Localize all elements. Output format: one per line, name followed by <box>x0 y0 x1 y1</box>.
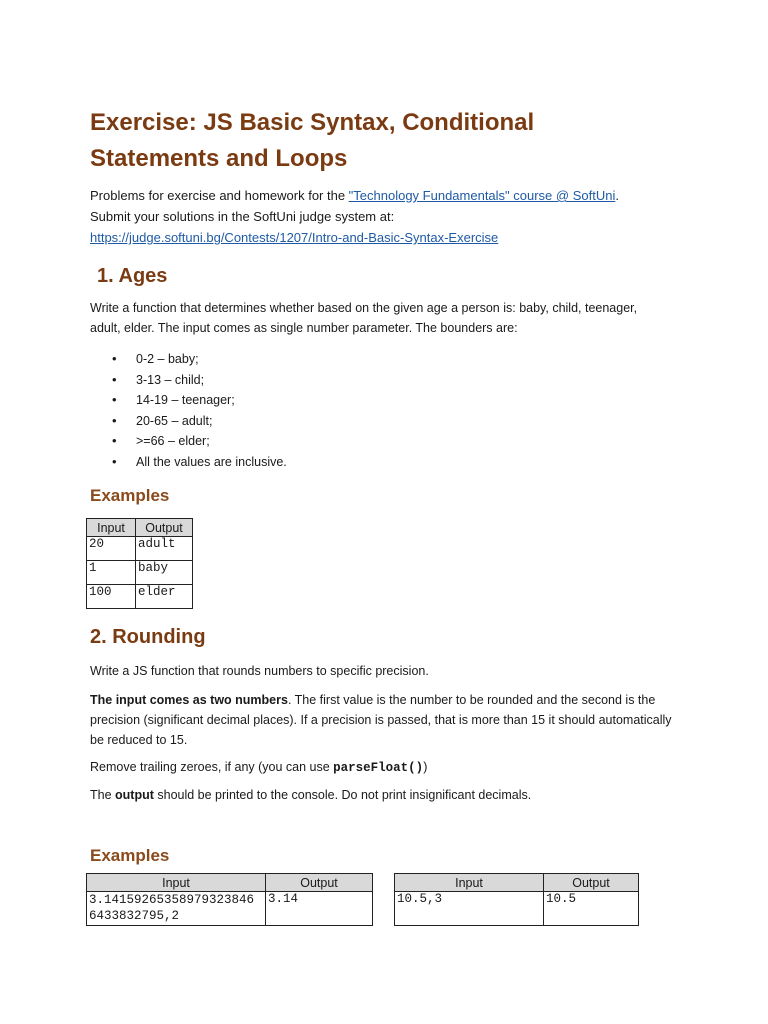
table-cell: 20 <box>87 537 136 561</box>
table-cell <box>87 892 266 926</box>
intro-suffix: . <box>615 188 619 203</box>
rounding-p4-bold: output <box>115 788 154 802</box>
input-line: 6433832795,2 <box>89 909 180 923</box>
rounding-p3-suffix: ) <box>423 760 428 774</box>
rounding-examples-heading: Examples <box>90 846 170 865</box>
rounding-p3-prefix: Remove trailing zeroes, if any (you can use <box>90 760 334 774</box>
list-item: • 14-19 – teenager; <box>90 390 690 411</box>
table-cell: baby <box>136 561 193 585</box>
list-item: • 20-65 – adult; <box>90 411 690 432</box>
rounding-examples-table-1 <box>86 873 373 926</box>
table-cell: 100 <box>87 585 136 609</box>
table-row <box>87 585 193 609</box>
list-item: • 0-2 – baby; <box>90 349 690 370</box>
column-header: Output <box>266 874 373 892</box>
ages-examples-heading: Examples <box>90 486 170 505</box>
table-row <box>87 561 193 585</box>
document-page <box>90 105 690 868</box>
rounding-p4-rest: should be printed to the console. Do not print insignificant decimals. <box>153 788 532 802</box>
rounding-p4 <box>90 785 690 806</box>
table-row <box>87 892 373 926</box>
rounding-p3 <box>90 757 690 779</box>
rounding-p2 <box>90 690 675 750</box>
rounding-heading: 2. Rounding <box>90 626 206 648</box>
parsefloat-code: parseFloat() <box>333 761 424 775</box>
submit-text: Submit your solutions in the SoftUni judge system at: <box>90 209 395 224</box>
column-header: Input <box>87 874 266 892</box>
ages-examples-table <box>86 518 193 609</box>
page-title: Exercise: JS Basic Syntax, Conditional Statements and Loops <box>90 109 535 172</box>
table-header-row <box>395 874 639 892</box>
rounding-p2-bold: The input comes as two numbers <box>90 693 288 707</box>
table-cell: 10.5 <box>544 892 639 926</box>
table-cell: adult <box>136 537 193 561</box>
course-link[interactable]: "Technology Fundamentals" course @ SoftUni <box>348 188 616 203</box>
table-cell: 10.5,3 <box>395 892 544 926</box>
table-header-row <box>87 874 373 892</box>
intro-line <box>90 185 690 206</box>
rounding-p4-prefix: The <box>90 788 116 802</box>
table-header-row <box>87 519 193 537</box>
list-item: • All the values are inclusive. <box>90 452 690 473</box>
table-cell: 3.14 <box>266 892 373 926</box>
column-header: Input <box>395 874 544 892</box>
table-cell: elder <box>136 585 193 609</box>
ages-heading: 1. Ages <box>97 265 168 287</box>
rounding-p2-rest: . The first value is the number to be rounded and the second is the precision (significant decimal places). If a precision is passed, that is more than 15 it should automatically be reduced to 15. <box>90 693 672 747</box>
column-header: Output <box>544 874 639 892</box>
judge-link[interactable]: https://judge.softuni.bg/Contests/1207/Intro-and-Basic-Syntax-Exercise <box>90 230 499 245</box>
list-item: • 3-13 – child; <box>90 370 690 391</box>
ages-bounds-list <box>90 349 690 472</box>
rounding-p1: Write a JS function that rounds numbers to specific precision. <box>90 664 429 678</box>
rounding-examples-table-2 <box>394 873 639 926</box>
table-row <box>87 537 193 561</box>
table-row <box>395 892 639 926</box>
table-cell: 1 <box>87 561 136 585</box>
list-item: • >=66 – elder; <box>90 431 690 452</box>
intro-prefix: Problems for exercise and homework for the <box>90 188 349 203</box>
column-header: Output <box>136 519 193 537</box>
column-header: Input <box>87 519 136 537</box>
input-line: 3.14159265358979323846 <box>89 893 255 907</box>
ages-description: Write a function that determines whether based on the given age a person is: baby, child, teenager, adult, elder. The input comes as single number parameter. The bounders are: <box>90 301 638 335</box>
